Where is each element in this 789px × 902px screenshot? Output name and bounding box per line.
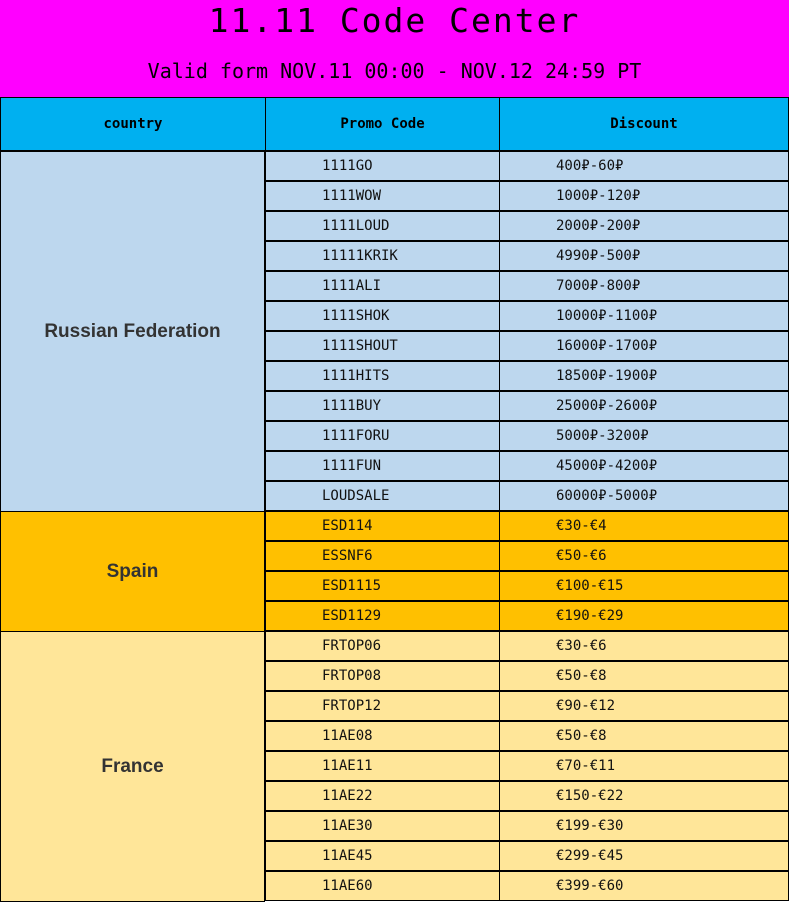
discount-cell: €150-€22: [499, 781, 789, 811]
promo-code-cell: 11111KRIK: [265, 241, 500, 271]
header-discount: Discount: [499, 97, 789, 151]
discount-cell: €50-€6: [499, 541, 789, 571]
discount-cell: 7000₽-800₽: [499, 271, 789, 301]
table-row: [265, 691, 789, 721]
header-country: country: [0, 97, 266, 151]
page-title: 11.11 Code Center: [208, 1, 581, 40]
promo-code-cell: 1111HITS: [265, 361, 500, 391]
table-row: [265, 391, 789, 421]
table-row: [265, 331, 789, 361]
promo-code-cell: 11AE08: [265, 721, 500, 751]
discount-cell: 16000₽-1700₽: [499, 331, 789, 361]
table-row: [265, 181, 789, 211]
discount-cell: 45000₽-4200₽: [499, 451, 789, 481]
table-row: [265, 631, 789, 661]
promo-code-cell: FRTOP08: [265, 661, 500, 691]
country-cell: Spain: [0, 511, 265, 632]
table-row: [265, 811, 789, 841]
table-row: [265, 421, 789, 451]
table-row: [265, 151, 789, 181]
discount-cell: 2000₽-200₽: [499, 211, 789, 241]
table-row: [265, 871, 789, 901]
table-row: [265, 781, 789, 811]
table-row: [265, 511, 789, 541]
promo-code-cell: ESD1129: [265, 601, 500, 631]
table-row: [265, 211, 789, 241]
discount-cell: €190-€29: [499, 601, 789, 631]
discount-cell: €30-€6: [499, 631, 789, 661]
promo-code-cell: 11AE22: [265, 781, 500, 811]
promo-code-cell: 1111FORU: [265, 421, 500, 451]
promo-code-cell: FRTOP06: [265, 631, 500, 661]
promo-code-cell: ESSNF6: [265, 541, 500, 571]
discount-cell: 400₽-60₽: [499, 151, 789, 181]
table-row: [265, 301, 789, 331]
discount-cell: €30-€4: [499, 511, 789, 541]
country-cell: Russian Federation: [0, 151, 265, 512]
promo-code-cell: 1111BUY: [265, 391, 500, 421]
table-row: [265, 241, 789, 271]
table-row: [265, 271, 789, 301]
promo-code-cell: 11AE60: [265, 871, 500, 901]
table-row: [265, 661, 789, 691]
promo-code-cell: 11AE45: [265, 841, 500, 871]
discount-cell: 10000₽-1100₽: [499, 301, 789, 331]
discount-cell: 4990₽-500₽: [499, 241, 789, 271]
table-row: [265, 841, 789, 871]
discount-cell: 1000₽-120₽: [499, 181, 789, 211]
discount-cell: €199-€30: [499, 811, 789, 841]
table-row: [265, 451, 789, 481]
discount-cell: 60000₽-5000₽: [499, 481, 789, 511]
discount-cell: 25000₽-2600₽: [499, 391, 789, 421]
discount-cell: 5000₽-3200₽: [499, 421, 789, 451]
promo-code-cell: 1111LOUD: [265, 211, 500, 241]
table-row: [265, 361, 789, 391]
promo-code-cell: 1111FUN: [265, 451, 500, 481]
discount-cell: €90-€12: [499, 691, 789, 721]
promo-code-table: [0, 97, 789, 902]
table-row: [265, 751, 789, 781]
promo-code-cell: FRTOP12: [265, 691, 500, 721]
table-row: [265, 481, 789, 511]
table-row: [265, 541, 789, 571]
discount-cell: €70-€11: [499, 751, 789, 781]
table-row: [265, 721, 789, 751]
promo-code-cell: 1111ALI: [265, 271, 500, 301]
promo-code-cell: 1111WOW: [265, 181, 500, 211]
discount-cell: €50-€8: [499, 721, 789, 751]
promo-code-cell: 1111GO: [265, 151, 500, 181]
promo-code-cell: 11AE30: [265, 811, 500, 841]
discount-cell: €50-€8: [499, 661, 789, 691]
table-row: [265, 571, 789, 601]
promo-code-cell: 1111SHOK: [265, 301, 500, 331]
banner: [0, 0, 789, 97]
discount-cell: €299-€45: [499, 841, 789, 871]
discount-cell: €399-€60: [499, 871, 789, 901]
promo-code-cell: ESD114: [265, 511, 500, 541]
discount-cell: 18500₽-1900₽: [499, 361, 789, 391]
country-cell: France: [0, 631, 265, 902]
validity-subtitle: Valid form NOV.11 00:00 - NOV.12 24:59 PT: [147, 59, 642, 83]
discount-cell: €100-€15: [499, 571, 789, 601]
promo-code-cell: 11AE11: [265, 751, 500, 781]
table-row: [265, 601, 789, 631]
promo-code-cell: 1111SHOUT: [265, 331, 500, 361]
promo-code-cell: ESD1115: [265, 571, 500, 601]
promo-code-cell: LOUDSALE: [265, 481, 500, 511]
header-promo-code: Promo Code: [265, 97, 500, 151]
